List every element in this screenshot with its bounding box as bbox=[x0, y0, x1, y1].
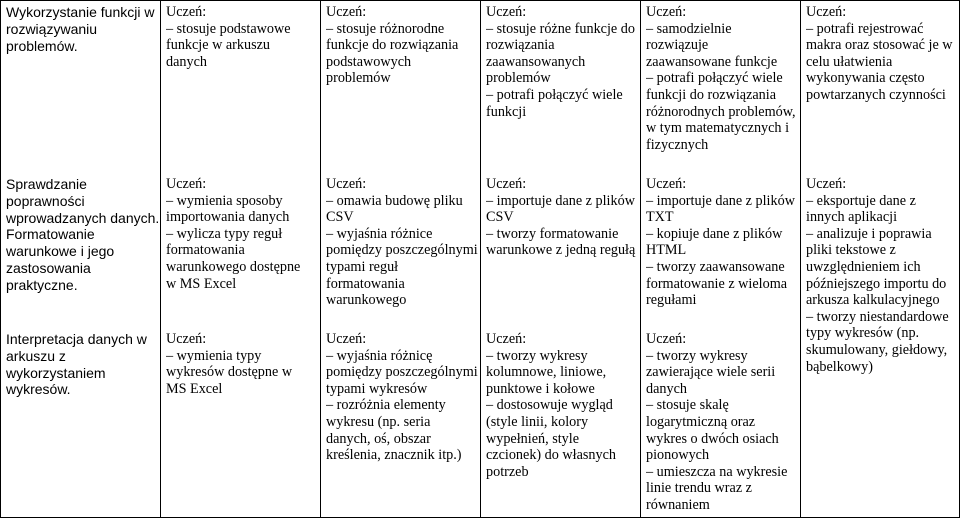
requirement-item: – importuje dane z plików CSV bbox=[486, 192, 635, 226]
grade-cell-charts bbox=[646, 331, 796, 514]
topic-charts: Interpretacja danych w arkuszu z wykorzystaniem wykresów. bbox=[6, 331, 147, 398]
requirement-item: – eksportuje dane z innych aplikacji bbox=[806, 192, 916, 226]
topic-cell bbox=[6, 331, 160, 398]
requirement-item: – wymienia typy wykresów dostępne w MS Excel bbox=[166, 347, 293, 397]
column-divider bbox=[320, 0, 321, 518]
requirement-item: – rozróżnia elementy wykresu (np. seria danych, oś, obszar kreślenia, znacznik itp.) bbox=[326, 397, 462, 464]
column-divider bbox=[800, 0, 801, 518]
table-row-border bbox=[0, 0, 960, 1]
column-divider bbox=[480, 0, 481, 518]
requirement-item: – tworzy formatowanie warunkowe z jedną regułą bbox=[486, 225, 636, 259]
student-label: Uczeń: bbox=[646, 331, 687, 347]
requirement-item: – tworzy wykresy zawierające wiele serii danych bbox=[646, 347, 776, 397]
requirement-item: – stosuje różnorodne funkcje do rozwiązania podstawowych problemów bbox=[326, 20, 459, 87]
requirement-item: – wyjaśnia różnice pomiędzy poszczególnymi typami reguł formatowania warunkowego bbox=[326, 225, 478, 309]
requirement-item: – tworzy niestandardowe typy wykresów (np. skumulowany, giełdowy, bąbelkowy) bbox=[806, 308, 949, 375]
grade-cell-charts bbox=[326, 331, 478, 464]
student-label: Uczeń: bbox=[326, 4, 367, 20]
student-label: Uczeń: bbox=[166, 331, 207, 347]
requirement-item: – analizuje i poprawia pliki tekstowe z uwzględnieniem ich późniejszego importu do arkusza kalkulacyjnego bbox=[806, 225, 947, 309]
grade-cell-charts bbox=[486, 331, 636, 480]
student-label: Uczeń: bbox=[326, 331, 367, 347]
grade-cell-charts bbox=[166, 331, 314, 397]
requirement-item: – tworzy zaawansowane formatowanie z wieloma regułami bbox=[646, 258, 788, 309]
requirement-item: – wymienia sposoby importowania danych bbox=[166, 192, 290, 226]
requirement-item: – omawia budowę pliku CSV bbox=[326, 192, 463, 226]
grade-cell-validation bbox=[646, 176, 796, 309]
student-label: Uczeń: bbox=[646, 176, 687, 192]
table-border-left bbox=[0, 0, 1, 518]
topic-cell bbox=[6, 4, 160, 54]
student-label: Uczeń: bbox=[486, 331, 527, 347]
grade-cell-functions bbox=[806, 4, 956, 104]
requirement-item: – stosuje podstawowe funkcje w arkuszu danych bbox=[166, 20, 291, 70]
requirement-item: – potrafi rejestrować makra oraz stosować je w celu ułatwienia wykonywania często powtarzanych czynności bbox=[806, 20, 953, 103]
requirement-item: – dostosowuje wygląd (style linii, kolory wypełnień, style czcionek) do własnych potrzeb bbox=[486, 397, 617, 480]
topic-cell bbox=[6, 176, 160, 294]
requirement-item: – stosuje skalę logarytmiczną oraz wykres o dwóch osiach pionowych bbox=[646, 397, 779, 464]
student-label: Uczeń: bbox=[326, 176, 367, 192]
requirement-item: – potrafi połączyć wiele funkcji do rozwiązania różnorodnych problemów, w tym matematycznych i fizycznych bbox=[646, 70, 796, 153]
requirement-item: – wyjaśnia różnicę pomiędzy poszczególnymi typami wykresów bbox=[326, 347, 478, 397]
requirement-item: – kopiuje dane z plików HTML bbox=[646, 225, 783, 259]
topic-validation-formatting: Sprawdzanie poprawności wprowadzanych danych. Formatowanie warunkowe i jego zastosowania praktyczne. bbox=[6, 176, 160, 293]
student-label: Uczeń: bbox=[486, 176, 527, 192]
student-label: Uczeń: bbox=[166, 4, 207, 20]
grade-cell-functions bbox=[486, 4, 636, 120]
grade-cell-validation bbox=[486, 176, 636, 259]
requirement-item: – importuje dane z plików TXT bbox=[646, 192, 795, 226]
requirement-item: – tworzy wykresy kolumnowe, liniowe, punktowe i kołowe bbox=[486, 347, 607, 397]
student-label: Uczeń: bbox=[806, 176, 847, 192]
grade-cell-validation bbox=[166, 176, 314, 292]
requirement-item: – umieszcza na wykresie linie trendu wraz z równaniem bbox=[646, 463, 788, 513]
grade-cell-functions bbox=[326, 4, 478, 87]
column-divider bbox=[640, 0, 641, 518]
student-label: Uczeń: bbox=[806, 4, 847, 20]
requirement-item: – potrafi połączyć wiele funkcji bbox=[486, 86, 623, 120]
topic-functions: Wykorzystanie funkcji w rozwiązywaniu problemów. bbox=[6, 4, 155, 54]
grade-cell-validation bbox=[326, 176, 478, 309]
column-divider bbox=[160, 0, 161, 518]
student-label: Uczeń: bbox=[486, 4, 527, 20]
requirement-item: – wylicza typy reguł formatowania warunkowego dostępne w MS Excel bbox=[166, 225, 301, 292]
student-label: Uczeń: bbox=[646, 4, 687, 20]
grade-cell-functions bbox=[166, 4, 314, 70]
requirement-item: – samodzielnie rozwiązuje zaawansowane funkcje bbox=[646, 20, 778, 70]
requirement-item: – stosuje różne funkcje do rozwiązania zaawansowanych problemów bbox=[486, 20, 635, 87]
grade-cell-functions bbox=[646, 4, 796, 153]
grade-cell-validation bbox=[806, 176, 956, 375]
student-label: Uczeń: bbox=[166, 176, 207, 192]
